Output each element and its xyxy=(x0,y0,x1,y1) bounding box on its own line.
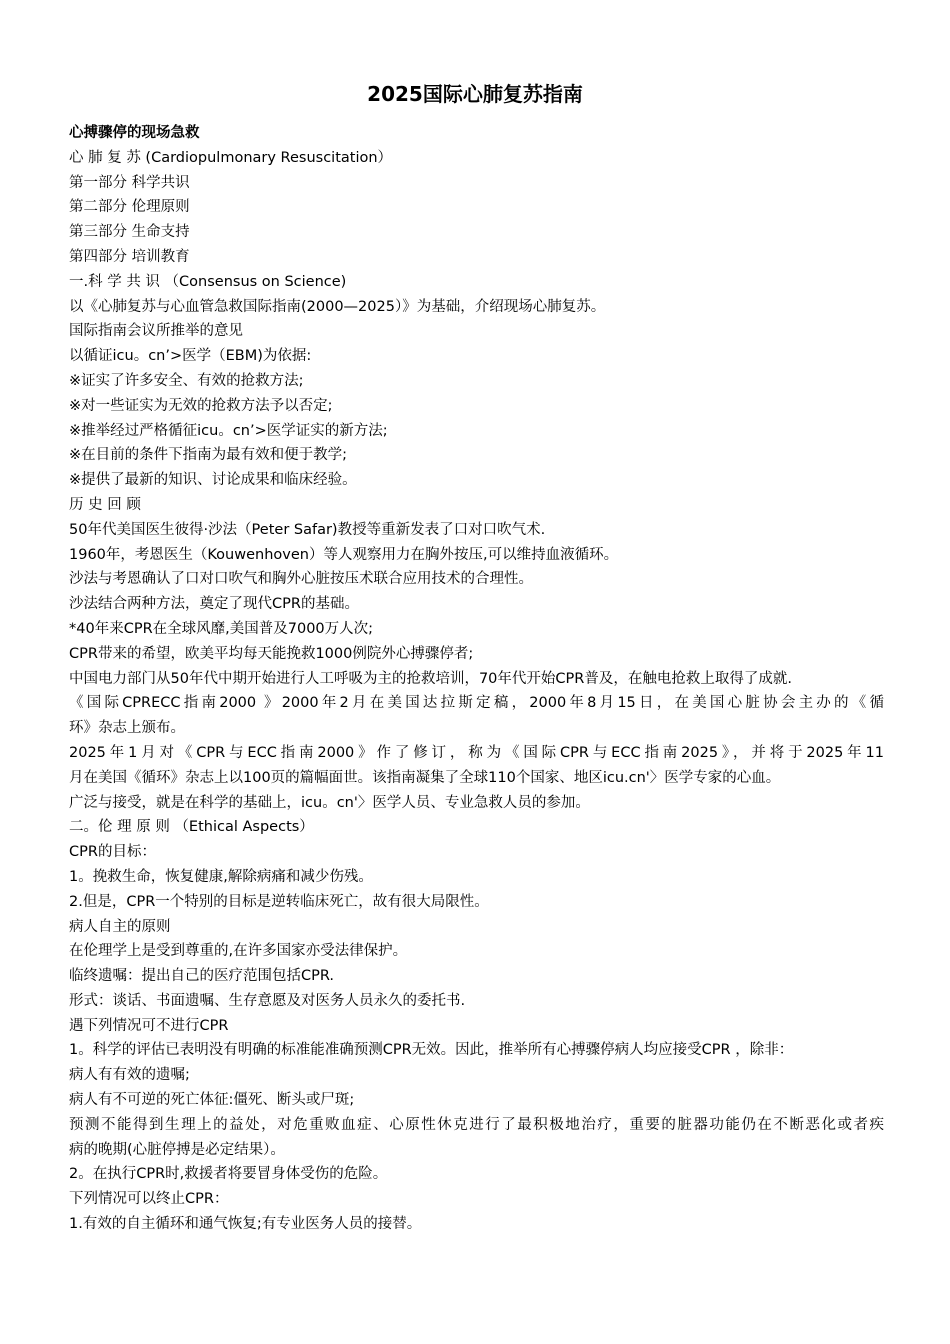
outline-item: 第二部分 伦理原则 xyxy=(69,199,190,216)
text-line: 病人自主的原则 xyxy=(69,918,171,935)
text-line: 1。挽救生命，恢复健康,解除病痛和减少伤残。 xyxy=(69,868,373,885)
text-line: 以《心肺复苏与心血管急救国际指南(2000—2025）》为基础，介绍现场心肺复苏。 xyxy=(69,298,606,315)
text-line: 国际指南会议所推举的意见 xyxy=(69,323,243,340)
text-line: 临终遗嘱：提出自己的医疗范围包括CPR. xyxy=(69,968,335,985)
text-line: 遇下列情况可不进行CPR xyxy=(69,1017,229,1034)
text-line: 心 肺 复 苏 (Cardiopulmonary Resuscitation） xyxy=(69,149,393,166)
text-line: 《国际CPRECC指南2000 》2000年2月在美国达拉斯定稿，2000年8月15日，在美国心脏协会主办的《循 xyxy=(69,695,884,712)
text-line: 1。科学的评估已表明没有明确的标准能准确预测CPR无效。因此，推举所有心搏骤停病人均应接受CPR ，除非： xyxy=(69,1042,794,1059)
text-line: 2。在执行CPR时,救援者将要冒身体受伤的危险。 xyxy=(69,1166,388,1183)
text-line: 2.但是，CPR一个特别的目标是逆转临床死亡，故有很大局限性。 xyxy=(69,893,489,910)
bullet-item: ※推举经过严格循征icu。cn’>医学证实的新方法; xyxy=(69,422,388,439)
text-line: 广泛与接受，就是在科学的基础上，icu。cn'〉医学人员、专业急救人员的参加。 xyxy=(69,794,590,811)
text-line: 中国电力部门从50年代中期开始进行人工呼吸为主的抢救培训，70年代开始CPR普及，在触电抢救上取得了成就. xyxy=(69,670,792,687)
text-line: 1960年，考恩医生（Kouwenhoven）等人观察用力在胸外按压,可以维持血液循环。 xyxy=(69,546,619,563)
text-line: CPR的目标： xyxy=(69,844,156,861)
text-line: 月在美国《循环》杂志上以100页的篇幅面世。该指南凝集了全球110个国家、地区icu.cn'〉医学专家的心血。 xyxy=(69,769,781,786)
text-line: 病人有有效的遗嘱; xyxy=(69,1067,190,1084)
text-line: 病的晚期(心脏停搏是必定结果）。 xyxy=(69,1141,285,1158)
text-line: *40年来CPR在全球风靡,美国普及7000万人次; xyxy=(69,620,374,637)
text-line: 1.有效的自主循环和通气恢复;有专业医务人员的接替。 xyxy=(69,1216,422,1233)
section-heading: 历 史 回 顾 xyxy=(69,496,141,513)
bullet-item: ※提供了最新的知识、讨论成果和临床经验。 xyxy=(69,472,357,489)
text-line: 沙法与考恩确认了口对口吹气和胸外心脏按压术联合应用技术的合理性。 xyxy=(69,571,533,588)
bullet-item: ※在目前的条件下指南为最有效和便于教学; xyxy=(69,447,348,464)
bullet-item: ※对一些证实为无效的抢救方法予以否定; xyxy=(69,397,333,414)
text-line: 在伦理学上是受到尊重的,在许多国家亦受法律保护。 xyxy=(69,943,408,960)
section-heading: 一.科 学 共 识 （Consensus on Science) xyxy=(69,273,347,290)
text-line: 2025年1月对《CPR与ECC指南2000》作了修订，称为《国际CPR与ECC指南2025》，并将于2025年11 xyxy=(69,744,884,761)
document-body xyxy=(69,121,884,1237)
text-line: 环》杂志上颁布。 xyxy=(69,720,185,737)
section-heading: 二。伦 理 原 则 （Ethical Aspects） xyxy=(69,819,314,836)
outline-item: 第四部分 培训教育 xyxy=(69,248,190,265)
document-title: 2025国际心肺复苏指南 xyxy=(367,82,583,106)
text-line: 预测不能得到生理上的益处，对危重败血症、心原性休克进行了最积极地治疗，重要的脏器功能仍在不断恶化或者疾 xyxy=(69,1116,884,1133)
section-heading: 心搏骤停的现场急救 xyxy=(69,125,200,141)
text-line: 以循证icu。cn’>医学（EBM)为依据: xyxy=(69,348,312,365)
text-line: 形式：谈话、书面遗嘱、生存意愿及对医务人员永久的委托书. xyxy=(69,992,466,1009)
text-line: 病人有不可逆的死亡体征:僵死、断头或尸斑; xyxy=(69,1092,355,1109)
text-line: 50年代美国医生彼得·沙法（Peter Safar)教授等重新发表了口对口吹气术. xyxy=(69,521,546,538)
text-line: 沙法结合两种方法，奠定了现代CPR的基础。 xyxy=(69,596,359,613)
text-line: CPR带来的希望，欧美平均每天能挽救1000例院外心搏骤停者; xyxy=(69,645,474,662)
outline-item: 第一部分 科学共识 xyxy=(69,174,190,191)
text-line: 下列情况可以终止CPR： xyxy=(69,1191,229,1208)
outline-item: 第三部分 生命支持 xyxy=(69,224,190,241)
bullet-item: ※证实了许多安全、有效的抢救方法; xyxy=(69,372,304,389)
